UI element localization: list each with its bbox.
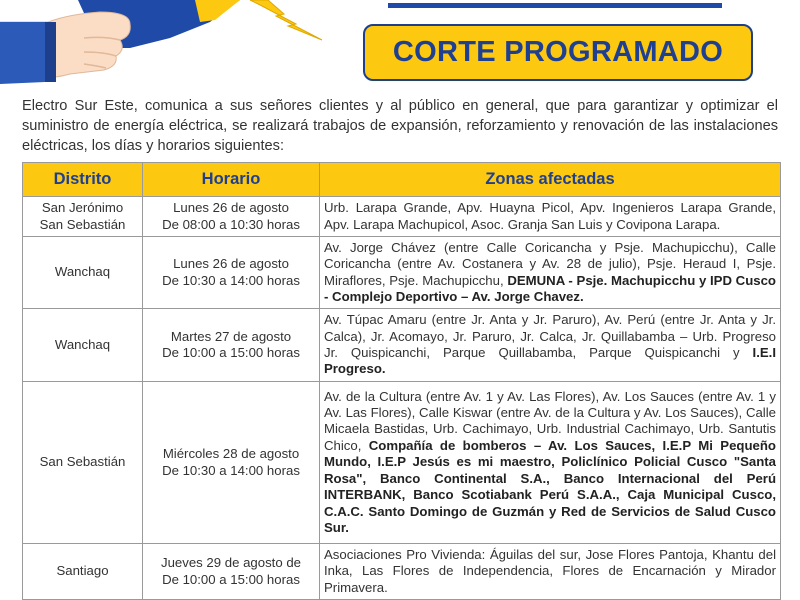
schedule-date: Miércoles 28 de agosto: [162, 446, 300, 462]
zones-bold-text: DEMUNA - Psje. Machupicchu y IPD Cusco - Complejo Deportivo – Av. Jorge Chavez.: [324, 272, 776, 304]
column-header-district: Distrito: [23, 163, 143, 197]
table-row: [23, 309, 781, 382]
column-header-schedule: Horario: [143, 163, 320, 197]
district-cell: [23, 309, 143, 382]
zones-cell: [320, 197, 781, 237]
zones-text: Av. Túpac Amaru (entre Jr. Anta y Jr. Paruro), Av. Perú (entre Jr. Anta y Jr. Calca), Jr. Acomayo, Jr. Paruro, Jr. Calca, Jr. Quillabamba – Urb. Progreso Jr. Quispicanchi, Parque Quillabamba, Parque Quispicanchi y: [324, 312, 776, 360]
schedule-date: Martes 27 de agosto: [170, 328, 292, 344]
schedule-date: Lunes 26 de agosto: [173, 256, 289, 272]
district-name: San Sebastián: [39, 216, 126, 232]
schedule-cell: [143, 309, 320, 382]
district-cell: [23, 544, 143, 600]
district-name: Wanchaq: [54, 264, 111, 280]
megaphone-graphic: [0, 0, 330, 90]
schedule-time: De 10:30 a 14:00 horas: [162, 462, 300, 478]
schedule-time: De 10:00 a 15:00 horas: [162, 345, 300, 360]
schedule-date: Lunes 26 de agosto: [173, 200, 289, 216]
page-title: CORTE PROGRAMADO: [392, 36, 724, 68]
outage-table: [22, 162, 781, 600]
district-cell: [23, 382, 143, 544]
zones-text: Av. Jorge Chávez (entre Calle Coricancha y Psje. Machupicchu), Calle Coricancha (entre Av. Costanera y Av. 28 de julio), Psje. Heraud I, Psje. Miraflores, Psje. Machupicchu,: [324, 239, 776, 288]
schedule-cell: [143, 382, 320, 544]
zones-text: Av. de la Cultura (entre Av. 1 y Av. Las Flores), Av. Los Sauces (entre Av. 1 y Av. Las Flores), Calle Kiswar (entre Av. de la Cultura y Av. Los Sauces), Calle Micaela Bastidas, Urb. Cachimayo, Urb. Industrial Cachimayo, Urb. Santutis Chico,: [324, 388, 776, 453]
header-accent-bar: [388, 3, 722, 8]
intro-paragraph: Electro Sur Este, comunica a sus señores clientes y al público en general, que para garantizar y optimizar el suministro de energía eléctrica, se realizará trabajos de expansión, reforzamiento y renovación de las instalaciones eléctricas, los días y horarios siguientes:: [22, 98, 778, 154]
table-row: [23, 544, 781, 600]
district-cell: [23, 237, 143, 309]
lightning-bolt-icon: [250, 0, 322, 40]
column-header-zones: Zonas afectadas: [320, 163, 781, 197]
title-banner: [363, 24, 753, 81]
schedule-cell: [143, 197, 320, 237]
schedule-time: De 10:30 a 14:00 horas: [162, 272, 300, 288]
hand-icon: [0, 12, 130, 84]
table-row: [23, 382, 781, 544]
schedule-time: De 08:00 a 10:30 horas: [162, 216, 300, 232]
zones-cell: [320, 309, 781, 382]
district-name: Santiago: [56, 563, 109, 579]
district-name: Wanchaq: [54, 336, 111, 352]
district-name: San Jerónimo: [41, 200, 124, 216]
table-header-row: [23, 163, 781, 197]
schedule-cell: [143, 237, 320, 309]
zones-text: Urb. Larapa Grande, Apv. Huayna Picol, Apv. Ingenieros Larapa Grande, Apv. Larapa Machupicol, Asoc. Granja San Luis y Covipona Larapa.: [324, 200, 776, 232]
district-name: San Sebastián: [39, 454, 126, 470]
zones-bold-text: Compañía de bomberos – Av. Los Sauces, I.E.P Mi Pequeño Mundo, I.E.P Jesús es mi maestro, Policlínico Policial Cusco "Santa Rosa", Banco Continental S.A., Banco Internacional del Perú INTERBANK, Banco Scotiabank Perú S.A.A., Caja Municipal Cusco, C.A.C. Santo Domingo de Guzmán y Red de Servicios de Salud Cusco Sur.: [324, 437, 776, 535]
district-cell: [23, 197, 143, 237]
table-row: [23, 197, 781, 237]
zones-cell: [320, 382, 781, 544]
zones-cell: [320, 237, 781, 309]
table-row: [23, 237, 781, 309]
schedule-cell: [143, 544, 320, 600]
zones-bold-text: I.E.I Progreso.: [324, 345, 776, 377]
schedule-time: De 10:00 a 15:00 horas: [162, 571, 300, 587]
schedule-date: Jueves 29 de agosto de: [160, 555, 302, 571]
zones-text: Asociaciones Pro Vivienda: Águilas del sur, Jose Flores Pantoja, Khantu del Inka, Las Flores de Independencia, Flores de Encarnación y Mirador Primavera.: [324, 546, 776, 595]
zones-cell: [320, 544, 781, 600]
